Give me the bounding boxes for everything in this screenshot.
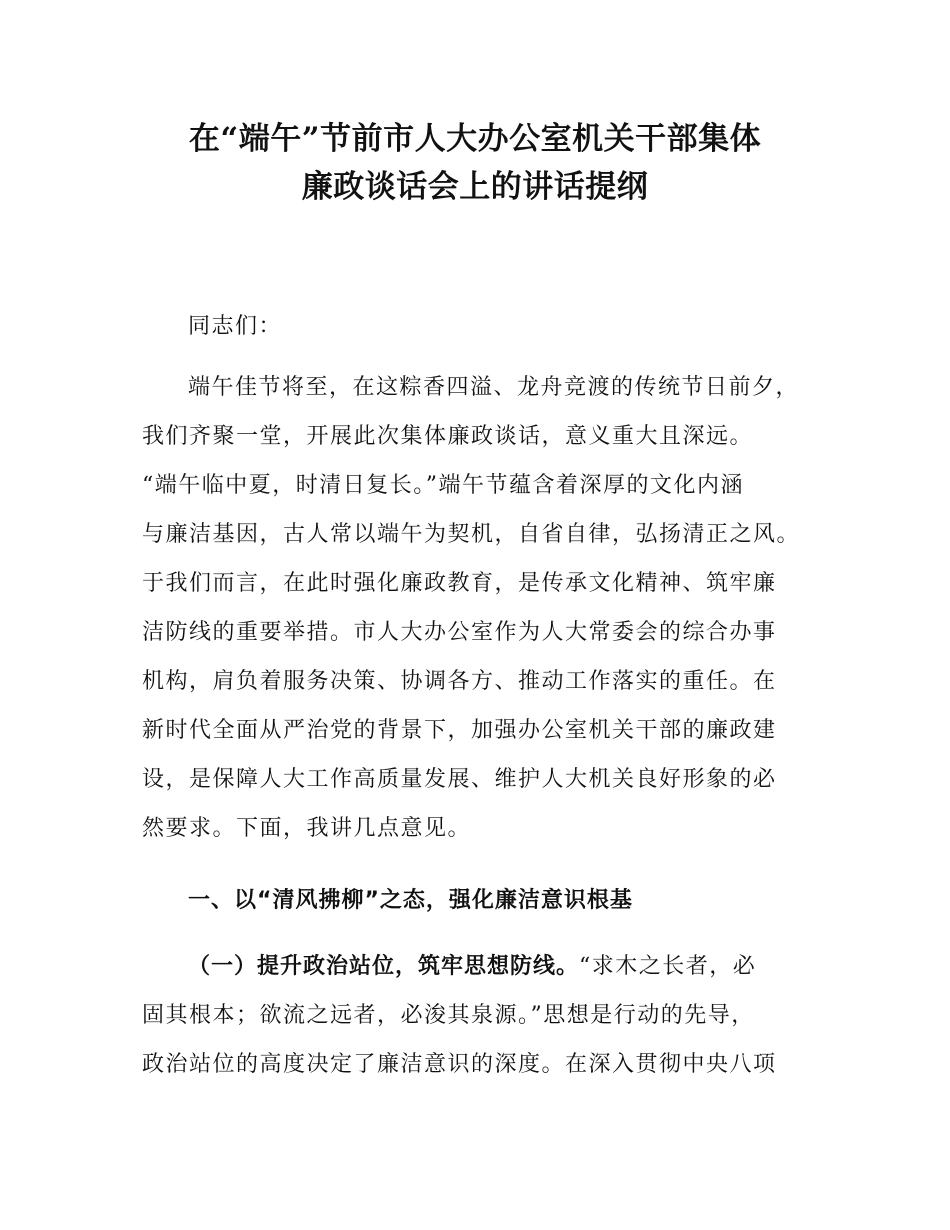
intro-paragraph xyxy=(142,363,842,853)
document-title-line-1: 在“端午”节前市人大办公室机关干部集体 xyxy=(188,121,762,157)
paragraph-line: 于我们而言，在此时强化廉政教育，是传承文化精神、筑牢廉 xyxy=(142,571,777,596)
paragraph-line: 新时代全面从严治党的背景下，加强办公室机关干部的廉政建 xyxy=(142,718,777,743)
subsection-lead: （一）提升政治站位，筑牢思想防线。 xyxy=(188,954,580,979)
paragraph-line: 固其根本；欲流之远者，必浚其泉源。”思想是行动的先导， xyxy=(142,1003,755,1028)
paragraph-line: 政治站位的高度决定了廉洁意识的深度。在深入贯彻中央八项 xyxy=(142,1052,777,1077)
subsection-paragraph xyxy=(142,942,842,1089)
paragraph-line: 然要求。下面，我讲几点意见。 xyxy=(142,816,472,841)
paragraph-line: 设，是保障人大工作高质量发展、维护人大机关良好形象的必 xyxy=(142,767,777,792)
subsection-lead-rest: “求木之长者，必 xyxy=(579,954,757,979)
paragraph-line: 洁防线的重要举措。市人大办公室作为人大常委会的综合办事 xyxy=(142,620,777,645)
paragraph-line: 端午佳节将至，在这粽香四溢、龙舟竞渡的传统节日前夕， xyxy=(188,375,800,400)
paragraph-line: “端午临中夏，时清日复长。”端午节蕴含着深厚的文化内涵 xyxy=(142,473,744,498)
salutation-text: 同志们： xyxy=(188,314,283,339)
paragraph-line: 与廉洁基因，古人常以端午为契机，自省自律，弘扬清正之风。 xyxy=(142,522,801,547)
paragraph-line: 机构，肩负着服务决策、协调各方、推动工作落实的重任。在 xyxy=(142,669,777,694)
paragraph-line: 我们齐聚一堂，开展此次集体廉政谈话，意义重大且深远。 xyxy=(142,424,754,449)
salutation xyxy=(142,302,842,351)
paragraph-line xyxy=(142,942,842,991)
section-heading: 一、以“清风拂柳”之态，强化廉洁意识根基 xyxy=(188,888,633,913)
document-title-line-2: 廉政谈话会上的讲话提纲 xyxy=(301,169,649,205)
